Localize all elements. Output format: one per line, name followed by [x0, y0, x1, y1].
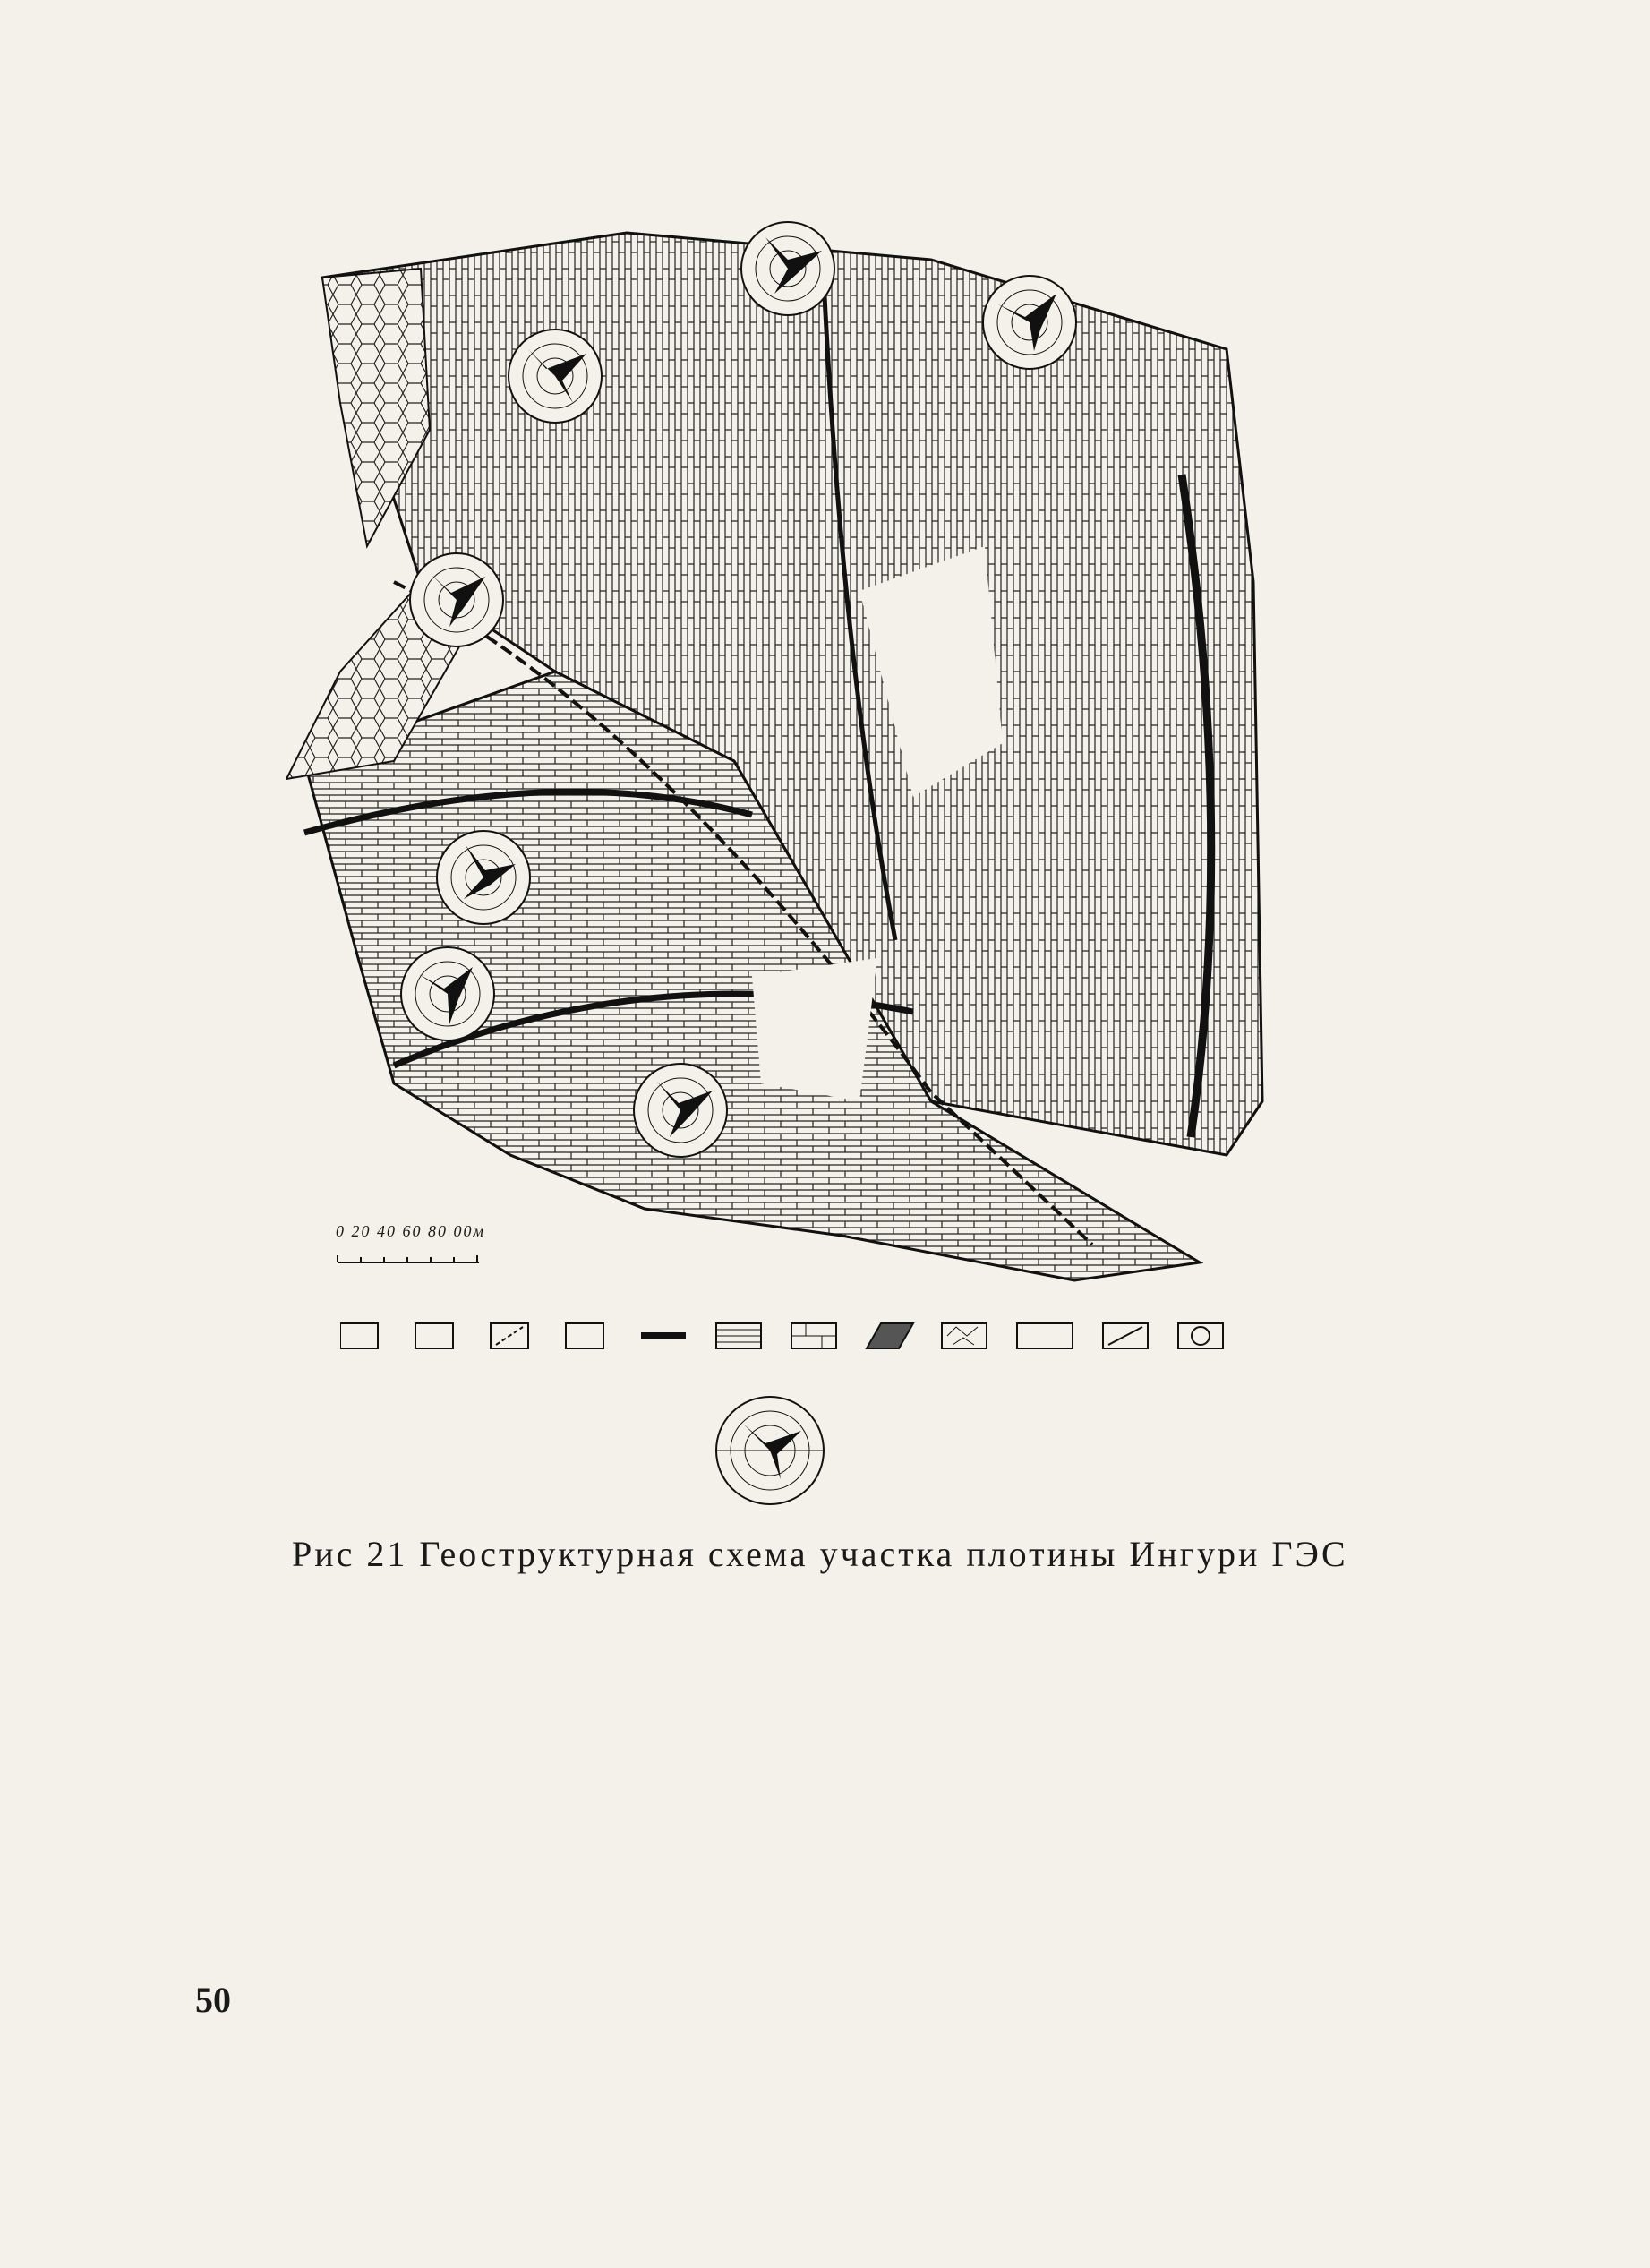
legend-item: [716, 1323, 761, 1348]
legend-item: [491, 1323, 528, 1348]
rose-diagram: [509, 330, 602, 423]
legend-item: [942, 1323, 987, 1348]
legend-rose-diagram: [680, 1379, 859, 1522]
legend-item: [1178, 1323, 1223, 1348]
rose-diagram: [741, 222, 834, 315]
legend-item: [566, 1323, 603, 1348]
scale-bar: [336, 1227, 515, 1271]
scale-label: 0 20 40 60 80 00м: [336, 1222, 485, 1240]
blank-patch: [752, 958, 877, 1101]
legend-row: [340, 1316, 1262, 1361]
figure-caption-title: Рис 21 Геоструктурная схема участка плотины Ингури ГЭС: [292, 1534, 1348, 1574]
legend-item: [867, 1323, 913, 1348]
legend-item: [641, 1332, 686, 1339]
rose-diagram: [437, 831, 530, 924]
geological-map: [286, 206, 1325, 1298]
legend-item: [415, 1323, 453, 1348]
rose-diagram: [983, 276, 1076, 369]
rose-diagram: [410, 553, 503, 646]
page-number: 50: [195, 1980, 231, 2020]
legend-item: [1103, 1323, 1148, 1348]
legend-item: [791, 1323, 836, 1348]
rose-diagram: [634, 1064, 727, 1157]
rose-diagram: [401, 947, 494, 1040]
legend-item: [340, 1323, 378, 1348]
legend-item: [1017, 1323, 1073, 1348]
